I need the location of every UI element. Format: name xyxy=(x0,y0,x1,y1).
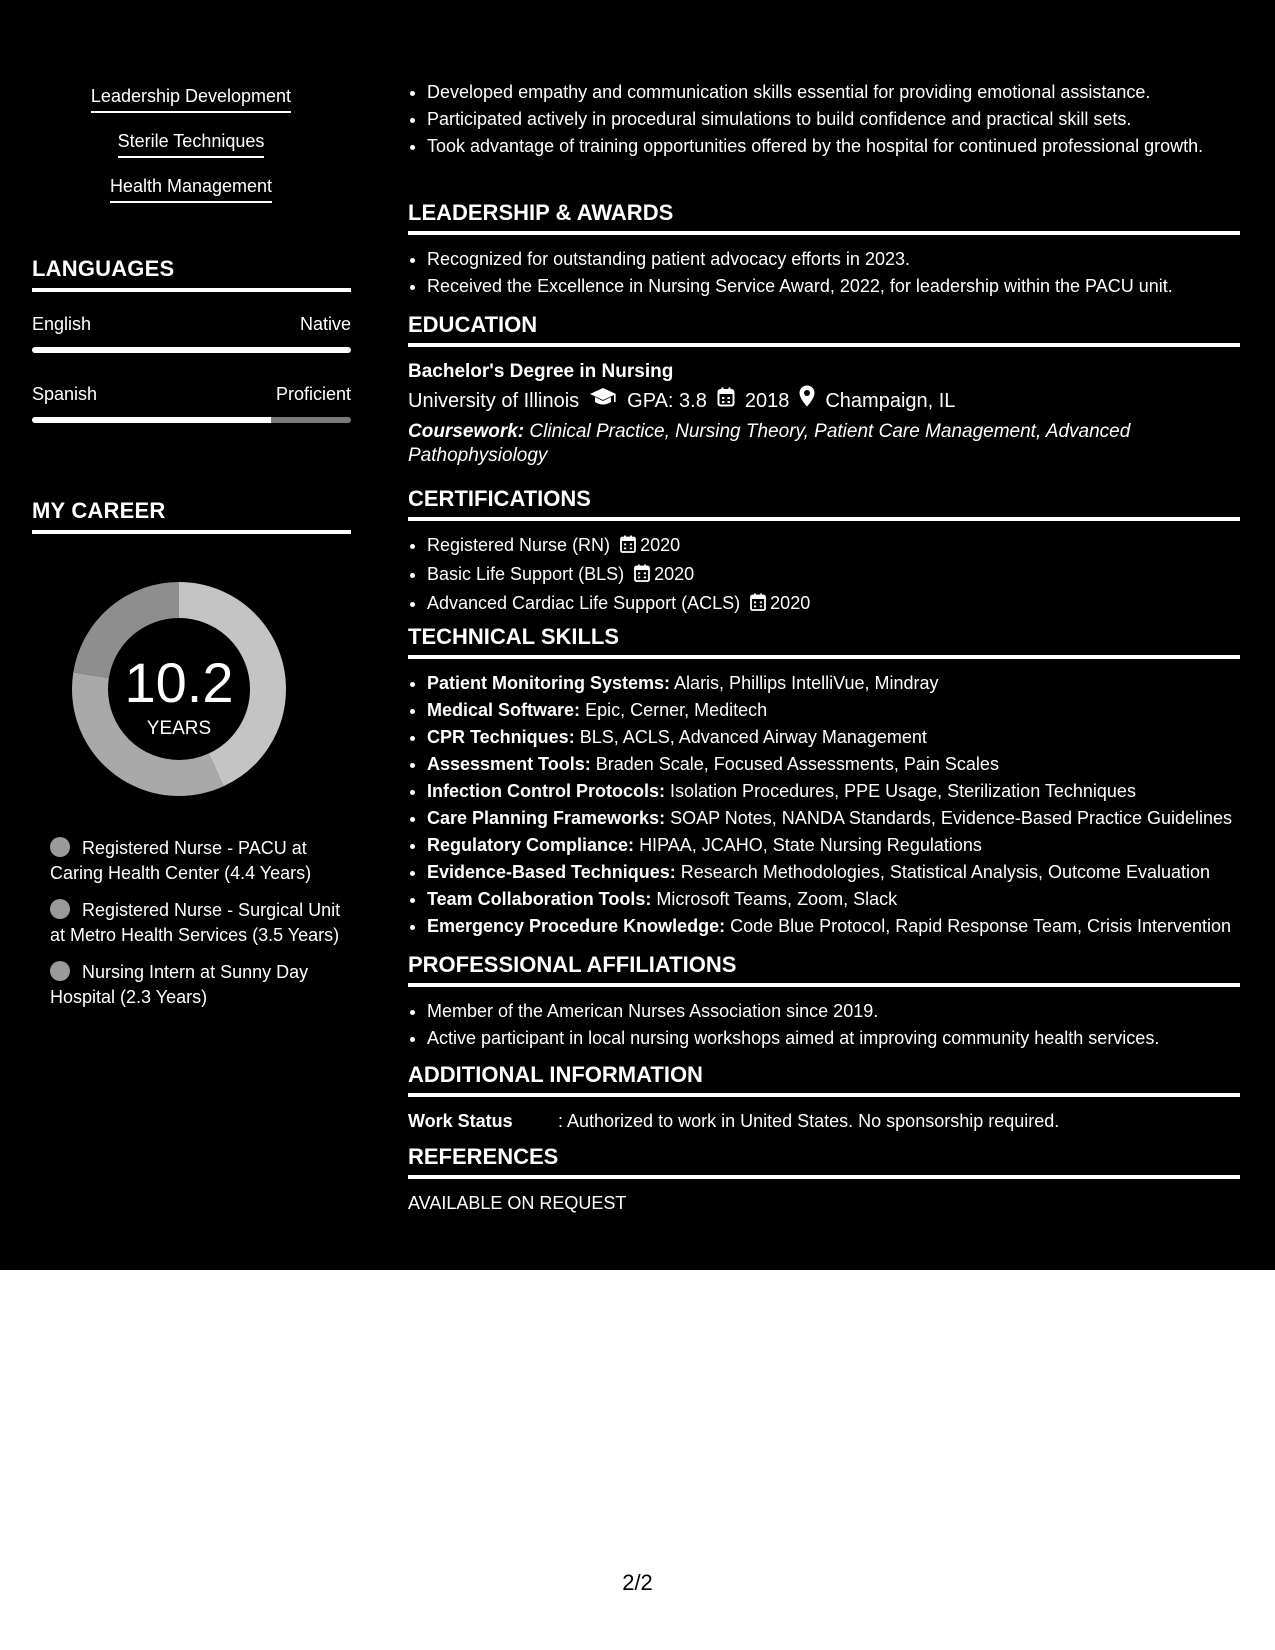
language-proficiency-fill xyxy=(32,417,271,423)
career-total: 10.2 xyxy=(124,651,234,714)
skill-label: Care Planning Frameworks: xyxy=(427,808,666,828)
skill-value: Epic, Cerner, Meditech xyxy=(585,700,768,720)
skill-value: Research Methodologies, Statistical Analysis, Outcome Evaluation xyxy=(680,862,1211,882)
list-item: • Member of the American Nurses Association since 2019. xyxy=(427,999,1240,1023)
skill-value: Code Blue Protocol, Rapid Response Team, Crisis Intervention xyxy=(730,916,1232,936)
graduation-year: 2018 xyxy=(744,389,790,412)
certification-year: 2020 xyxy=(770,593,811,613)
language-proficiency-fill xyxy=(32,347,351,353)
career-item xyxy=(50,836,350,886)
skill-label: Patient Monitoring Systems: xyxy=(427,673,671,693)
language-item xyxy=(32,312,351,353)
list-item: • Active participant in local nursing workshops aimed at improving community health services. xyxy=(427,1026,1240,1050)
list-item xyxy=(427,833,1240,857)
work-status-value: : Authorized to work in United States. No sponsorship required. xyxy=(558,1111,1060,1131)
language-name: English xyxy=(32,314,92,334)
languages-heading: LANGUAGES xyxy=(32,256,351,292)
certification-name: Basic Life Support (BLS) xyxy=(427,564,625,584)
list-item xyxy=(427,698,1240,722)
calendar-icon xyxy=(750,593,766,617)
career-list xyxy=(50,836,350,1022)
career-item xyxy=(50,960,350,1010)
certification-name: Registered Nurse (RN) xyxy=(427,535,611,555)
section-heading: CERTIFICATIONS xyxy=(408,486,1240,521)
language-item xyxy=(32,382,351,423)
gpa: GPA: 3.8 xyxy=(627,389,707,412)
graduation-cap-icon xyxy=(589,386,617,416)
skill-value: Isolation Procedures, PPE Usage, Sterilization Techniques xyxy=(670,781,1136,801)
affiliations-section xyxy=(408,952,1240,1053)
education-details xyxy=(408,385,1240,416)
list-item xyxy=(427,752,1240,776)
skill-label: Infection Control Protocols: xyxy=(427,781,665,801)
certification-name: Advanced Cardiac Life Support (ACLS) xyxy=(427,593,741,613)
section-heading: REFERENCES xyxy=(408,1144,1240,1179)
list-item xyxy=(427,914,1240,938)
certifications-section xyxy=(408,486,1240,620)
career-donut-svg xyxy=(66,576,292,802)
language-name: Spanish xyxy=(32,384,98,404)
list-item: • Took advantage of training opportunities offered by the hospital for continued professional growth. xyxy=(427,134,1240,158)
school-name: University of Illinois xyxy=(408,389,580,412)
list-item xyxy=(427,887,1240,911)
skill-value: Braden Scale, Focused Assessments, Pain Scales xyxy=(595,754,999,774)
skill-value: Alaris, Phillips IntelliVue, Mindray xyxy=(674,673,939,693)
skill-value: HIPAA, JCAHO, State Nursing Regulations xyxy=(639,835,982,855)
skill-label: Medical Software: xyxy=(427,700,581,720)
references-text: AVAILABLE ON REQUEST xyxy=(408,1193,627,1213)
coursework-list: Clinical Practice, Nursing Theory, Patient Care Management, Advanced Pathophysiology xyxy=(408,421,1131,466)
skill-tag: Sterile Techniques xyxy=(118,129,265,158)
calendar-icon xyxy=(634,564,650,588)
skill-label: Evidence-Based Techniques: xyxy=(427,862,676,882)
list-item xyxy=(427,779,1240,803)
list-item xyxy=(427,806,1240,830)
skill-value: SOAP Notes, NANDA Standards, Evidence-Based Practice Guidelines xyxy=(670,808,1233,828)
language-proficiency-bar xyxy=(32,417,351,423)
skill-label: Regulatory Compliance: xyxy=(427,835,635,855)
school-location: Champaign, IL xyxy=(825,389,956,412)
section-heading: LEADERSHIP & AWARDS xyxy=(408,200,1240,235)
career-unit: YEARS xyxy=(146,718,212,739)
language-proficiency-bar xyxy=(32,347,351,353)
skill-tag: Health Management xyxy=(110,174,272,203)
skill-tag: Leadership Development xyxy=(91,84,291,113)
calendar-icon xyxy=(717,386,735,416)
career-donut-chart xyxy=(66,576,292,807)
coursework-label: Coursework: xyxy=(408,421,525,442)
section-heading: TECHNICAL SKILLS xyxy=(408,624,1240,659)
calendar-icon xyxy=(620,535,636,559)
skill-label: Assessment Tools: xyxy=(427,754,591,774)
section-heading: PROFESSIONAL AFFILIATIONS xyxy=(408,952,1240,987)
list-item xyxy=(427,860,1240,884)
career-item-text: Registered Nurse - Surgical Unit at Metro Health Services (3.5 Years) xyxy=(50,900,341,945)
degree-title: Bachelor's Degree in Nursing xyxy=(408,361,674,382)
section-heading: ADDITIONAL INFORMATION xyxy=(408,1062,1240,1097)
list-item: • Participated actively in procedural simulations to build confidence and practical skill sets. xyxy=(427,107,1240,131)
skill-value: BLS, ACLS, Advanced Airway Management xyxy=(579,727,927,747)
work-status-row xyxy=(408,1109,1240,1133)
additional-info-section xyxy=(408,1062,1240,1133)
skill-tags xyxy=(0,84,382,219)
list-item xyxy=(427,562,1240,588)
career-dot-icon xyxy=(50,961,70,981)
experience-continued xyxy=(408,80,1240,161)
education-section xyxy=(408,312,1240,468)
career-dot-icon xyxy=(50,899,70,919)
references-section xyxy=(408,1144,1240,1215)
coursework xyxy=(408,420,1240,468)
list-item xyxy=(427,725,1240,749)
career-dot-icon xyxy=(50,837,70,857)
career-item-text: Nursing Intern at Sunny Day Hospital (2.3 Years) xyxy=(50,962,309,1007)
list-item: • Recognized for outstanding patient advocacy efforts in 2023. xyxy=(427,247,1240,271)
skill-label: Team Collaboration Tools: xyxy=(427,889,652,909)
career-heading: MY CAREER xyxy=(32,498,351,534)
list-item: • Developed empathy and communication skills essential for providing emotional assistance. xyxy=(427,80,1240,104)
career-item-text: Registered Nurse - PACU at Caring Health Center (4.4 Years) xyxy=(50,838,312,883)
location-pin-icon xyxy=(799,385,815,416)
list-item xyxy=(427,533,1240,559)
list-item xyxy=(427,671,1240,695)
technical-skills-section xyxy=(408,624,1240,941)
skill-value: Microsoft Teams, Zoom, Slack xyxy=(656,889,898,909)
certification-year: 2020 xyxy=(640,535,681,555)
list-item xyxy=(427,591,1240,617)
skill-label: CPR Techniques: xyxy=(427,727,575,747)
certification-year: 2020 xyxy=(654,564,695,584)
awards-section xyxy=(408,200,1240,301)
career-item xyxy=(50,898,350,948)
language-level: Native xyxy=(299,314,351,334)
language-level: Proficient xyxy=(275,384,351,404)
section-heading: EDUCATION xyxy=(408,312,1240,347)
sidebar xyxy=(0,0,382,1270)
skill-label: Emergency Procedure Knowledge: xyxy=(427,916,726,936)
work-status-label: Work Status xyxy=(408,1111,513,1131)
list-item: • Received the Excellence in Nursing Service Award, 2022, for leadership within the PACU unit. xyxy=(427,274,1240,298)
page-number: 2/2 xyxy=(622,1570,653,1595)
